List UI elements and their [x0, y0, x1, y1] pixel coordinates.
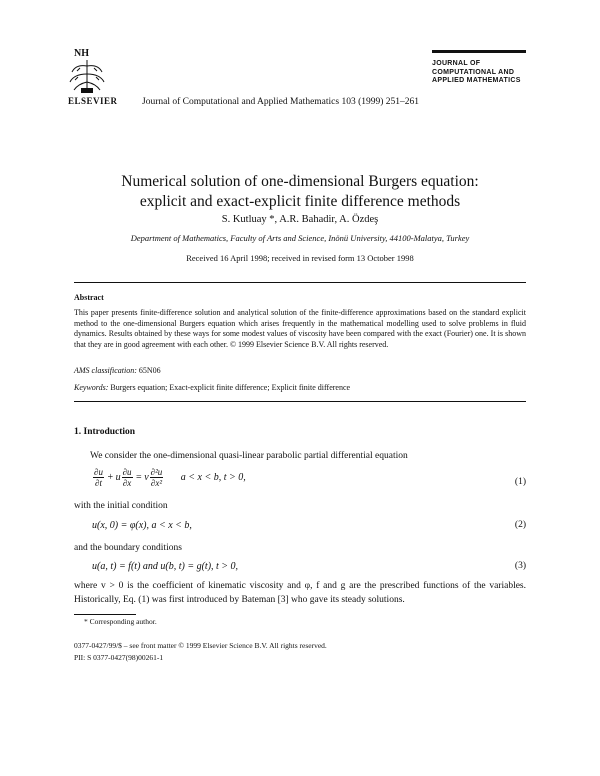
divider [74, 401, 526, 402]
keywords-value: Burgers equation; Exact-explicit finite difference; Explicit finite difference [110, 383, 351, 392]
paragraph: We consider the one-dimensional quasi-linear parabolic partial differential equation [90, 451, 408, 461]
paragraph: where v > 0 is the coefficient of kinematic viscosity and φ, f and g are the prescribed functions of the variables. Historically, Eq. (1) was first introduced by Bateman [3] who gave its steady solutions. [74, 581, 526, 605]
footnote-rule [74, 614, 136, 615]
journal-logo-line: APPLIED MATHEMATICS [432, 77, 521, 84]
journal-citation: Journal of Computational and Applied Mathematics 103 (1999) 251–261 [142, 97, 420, 107]
equation-number: (3) [514, 561, 526, 571]
received-dates: Received 16 April 1998; received in revised form 13 October 1998 [186, 253, 414, 263]
title-line: Numerical solution of one-dimensional Burgers equation: [121, 173, 479, 190]
equation-number: (1) [514, 477, 526, 487]
copyright: 0377-0427/99/$ – see front matter © 1999 Elsevier Science B.V. All rights reserved. [74, 641, 327, 650]
equation-3: u(a, t) = f(t) and u(b, t) = g(t), t > 0, [92, 561, 239, 572]
ams-value: 65N06 [138, 366, 161, 375]
affiliation: Department of Mathematics, Faculty of Arts and Science, Inönü University, 44100-Malatya, Turkey [130, 233, 470, 243]
equation-2: u(x, 0) = φ(x), a < x < b, [92, 520, 192, 531]
equation-1: $\frac{\partial u}{\partial t}$ + u $\frac{\partial u}{\partial x}$ = v $\frac{\text{∂²u}}{\text{∂x²}}$ a < x < b, t > 0, [94, 467, 246, 488]
equation-number: (2) [514, 520, 526, 530]
authors: S. Kutluay *, A.R. Bahadir, A. Özdeş [221, 214, 379, 225]
publisher-name: ELSEVIER [68, 96, 118, 106]
footnote: * Corresponding author. [84, 617, 157, 626]
divider [74, 282, 526, 283]
title-line: explicit and exact-explicit finite difference methods [139, 193, 461, 210]
journal-logo [432, 60, 521, 86]
abstract-text: This paper presents finite-difference solution and analytical solution of the finite-difference approximations based on the standard explicit method to the one-dimensional Burgers equation which arises frequently in the mathematical modelling used to solve problems in fluid dynamics. Results obtained by these ways for some modest values of viscosity have been compared with the exact (Fourier) one. It is shown that they are in good agreement with each other. © 1999 Elsevier Science B.V. All rights reserved. [74, 308, 526, 349]
ams-label: AMS classification: [74, 366, 137, 375]
section-heading: 1. Introduction [74, 427, 136, 437]
pii: PII: S 0377-0427(98)00261-1 [74, 653, 164, 662]
paragraph: and the boundary conditions [74, 543, 182, 553]
journal-logo-line: COMPUTATIONAL AND [432, 68, 515, 76]
publisher-logo [66, 46, 108, 94]
article-title [60, 172, 540, 212]
paragraph: with the initial condition [74, 501, 168, 511]
abstract-heading: Abstract [74, 293, 104, 302]
keywords [74, 383, 350, 392]
keywords-label: Keywords: [74, 383, 109, 392]
logo-text: NH [74, 48, 89, 59]
equation-1-domain: a < x < b, t > 0, [180, 471, 246, 483]
journal-logo-line: JOURNAL OF [432, 60, 481, 67]
journal-logo-bar [432, 50, 526, 53]
ams-classification [74, 366, 161, 375]
